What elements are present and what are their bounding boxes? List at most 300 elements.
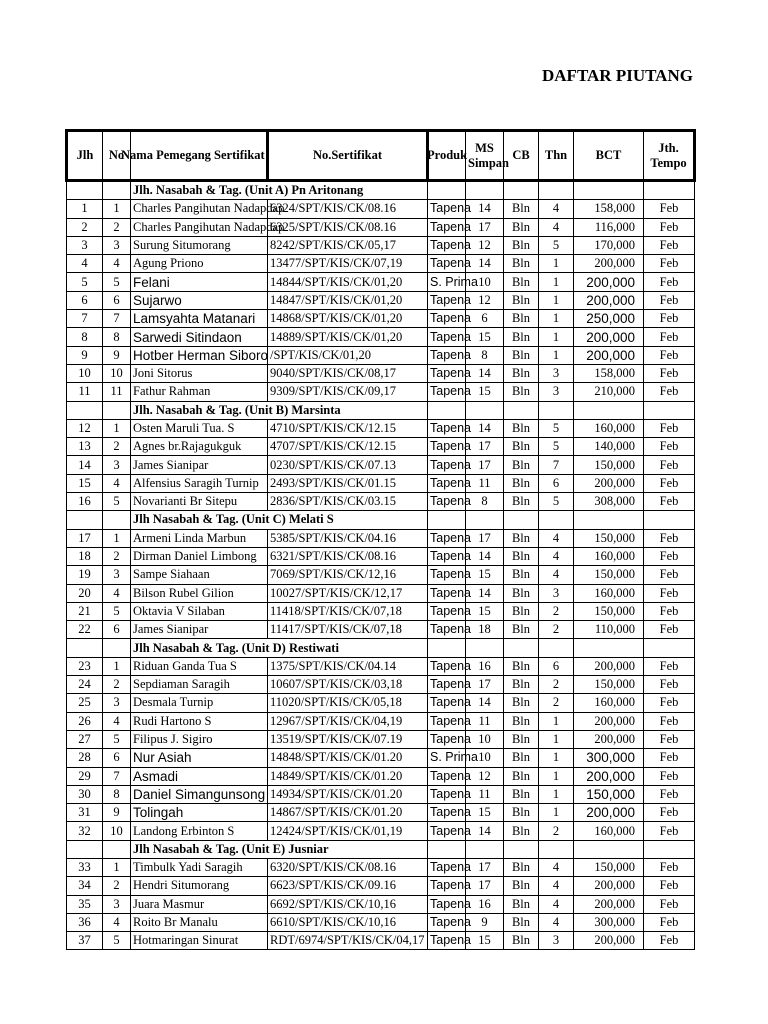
cell-jlh[interactable]: 19 [67, 566, 103, 584]
cell-jlh[interactable]: 18 [67, 547, 103, 565]
cell-nama[interactable]: Dirman Daniel Limbong [131, 547, 268, 565]
cell-produk[interactable]: Tapena [428, 383, 466, 401]
cell-cb[interactable]: Bln [504, 767, 539, 785]
cell-jth[interactable]: Feb [644, 328, 695, 346]
cell-nama[interactable]: Rudi Hartono S [131, 712, 268, 730]
cell-thn[interactable]: 2 [539, 602, 574, 620]
cell-nama[interactable]: Sarwedi Sitindaon [131, 328, 268, 346]
cell-thn[interactable]: 1 [539, 310, 574, 328]
cell-bct[interactable]: 300,000 [574, 749, 644, 767]
cell-ms[interactable]: 14 [466, 200, 504, 218]
cell-produk[interactable]: Tapena [428, 328, 466, 346]
cell-jth[interactable]: Feb [644, 547, 695, 565]
cell-cb[interactable]: Bln [504, 621, 539, 639]
cell-sertifikat[interactable]: 6692/SPT/KIS/CK/10,16 [268, 895, 428, 913]
cell-ms[interactable]: 17 [466, 877, 504, 895]
cell-bct[interactable]: 200,000 [574, 346, 644, 364]
cell-ms[interactable]: 14 [466, 694, 504, 712]
cell-nama[interactable]: Sepdiaman Saragih [131, 676, 268, 694]
cell-jth[interactable]: Feb [644, 602, 695, 620]
cell-nama[interactable]: Juara Masmur [131, 895, 268, 913]
cell-ms[interactable]: 6 [466, 310, 504, 328]
cell-nama[interactable]: Desmala Turnip [131, 694, 268, 712]
cell-sertifikat[interactable]: 6610/SPT/KIS/CK/10,16 [268, 913, 428, 931]
cell-sertifikat[interactable]: 12967/SPT/KIS/CK/04,19 [268, 712, 428, 730]
cell-nama[interactable]: Surung Situmorang [131, 236, 268, 254]
cell-produk[interactable]: Tapena [428, 621, 466, 639]
cell-nama[interactable]: Oktavia V Silaban [131, 602, 268, 620]
cell-ms[interactable]: 15 [466, 328, 504, 346]
cell-sertifikat[interactable]: 5385/SPT/KIS/CK/04.16 [268, 529, 428, 547]
cell-bct[interactable]: 160,000 [574, 419, 644, 437]
cell-cb[interactable]: Bln [504, 328, 539, 346]
cell-produk[interactable]: Tapena [428, 657, 466, 675]
cell-cb[interactable]: Bln [504, 310, 539, 328]
cell-bct[interactable]: 308,000 [574, 493, 644, 511]
cell-produk[interactable]: Tapena [428, 474, 466, 492]
cell-bct[interactable]: 116,000 [574, 218, 644, 236]
cell-bct[interactable]: 150,000 [574, 529, 644, 547]
cell-sertifikat[interactable]: 14848/SPT/KIS/CK/01.20 [268, 749, 428, 767]
cell-sertifikat[interactable]: 13519/SPT/KIS/CK/07.19 [268, 730, 428, 748]
cell-no[interactable]: 4 [103, 474, 131, 492]
cell-ms[interactable]: 12 [466, 291, 504, 309]
header-jlh[interactable]: Jlh [67, 131, 103, 181]
cell-bct[interactable]: 200,000 [574, 255, 644, 273]
cell-thn[interactable]: 4 [539, 566, 574, 584]
cell-ms[interactable]: 14 [466, 419, 504, 437]
cell-nama[interactable]: Nur Asiah [131, 749, 268, 767]
cell-sertifikat[interactable]: 10607/SPT/KIS/CK/03,18 [268, 676, 428, 694]
cell-empty[interactable] [67, 511, 103, 529]
cell-no[interactable]: 2 [103, 877, 131, 895]
cell-bct[interactable]: 140,000 [574, 438, 644, 456]
cell-cb[interactable]: Bln [504, 364, 539, 382]
cell-cb[interactable]: Bln [504, 493, 539, 511]
cell-nama[interactable]: James Sianipar [131, 456, 268, 474]
cell-empty[interactable] [428, 181, 466, 200]
cell-produk[interactable]: Tapena [428, 419, 466, 437]
cell-cb[interactable]: Bln [504, 749, 539, 767]
cell-ms[interactable]: 9 [466, 913, 504, 931]
cell-empty[interactable] [466, 840, 504, 858]
cell-produk[interactable]: Tapena [428, 547, 466, 565]
cell-produk[interactable]: Tapena [428, 493, 466, 511]
cell-thn[interactable]: 1 [539, 328, 574, 346]
cell-sertifikat[interactable]: 14934/SPT/KIS/CK/01.20 [268, 785, 428, 803]
cell-no[interactable]: 10 [103, 822, 131, 840]
cell-jlh[interactable]: 9 [67, 346, 103, 364]
cell-cb[interactable]: Bln [504, 694, 539, 712]
cell-cb[interactable]: Bln [504, 584, 539, 602]
cell-nama[interactable]: Felani [131, 273, 268, 291]
cell-nama[interactable]: Sampe Siahaan [131, 566, 268, 584]
cell-sertifikat[interactable]: 14889/SPT/KIS/CK/01,20 [268, 328, 428, 346]
cell-empty[interactable] [574, 181, 644, 200]
cell-ms[interactable]: 15 [466, 602, 504, 620]
cell-jth[interactable]: Feb [644, 291, 695, 309]
cell-nama[interactable]: Filipus J. Sigiro [131, 730, 268, 748]
cell-nama[interactable]: Hotber Herman Siboro [131, 346, 268, 364]
cell-empty[interactable] [67, 401, 103, 419]
cell-sertifikat[interactable]: 7069/SPT/KIS/CK/12,16 [268, 566, 428, 584]
cell-jlh[interactable]: 17 [67, 529, 103, 547]
cell-sertifikat[interactable]: 11418/SPT/KIS/CK/07,18 [268, 602, 428, 620]
cell-jth[interactable]: Feb [644, 895, 695, 913]
cell-sertifikat[interactable]: 10027/SPT/KIS/CK/12,17 [268, 584, 428, 602]
cell-ms[interactable]: 12 [466, 767, 504, 785]
cell-jlh[interactable]: 2 [67, 218, 103, 236]
cell-empty[interactable] [574, 401, 644, 419]
cell-no[interactable]: 7 [103, 767, 131, 785]
cell-bct[interactable]: 200,000 [574, 474, 644, 492]
cell-no[interactable]: 11 [103, 383, 131, 401]
cell-jth[interactable]: Feb [644, 566, 695, 584]
cell-nama[interactable]: Bilson Rubel Gilion [131, 584, 268, 602]
cell-cb[interactable]: Bln [504, 255, 539, 273]
cell-nama[interactable]: Novarianti Br Sitepu [131, 493, 268, 511]
cell-jth[interactable]: Feb [644, 346, 695, 364]
cell-nama[interactable]: Charles Pangihutan Nadapdap [131, 218, 268, 236]
cell-empty[interactable] [67, 639, 103, 657]
header-nama[interactable]: Nama Pemegang Sertifikat [131, 131, 268, 181]
cell-sertifikat[interactable]: 0230/SPT/KIS/CK/07.13 [268, 456, 428, 474]
cell-ms[interactable]: 17 [466, 529, 504, 547]
cell-jth[interactable]: Feb [644, 364, 695, 382]
header-thn[interactable]: Thn [539, 131, 574, 181]
cell-bct[interactable]: 158,000 [574, 364, 644, 382]
cell-sertifikat[interactable]: RDT/6974/SPT/KIS/CK/04,17 [268, 932, 428, 950]
cell-no[interactable]: 1 [103, 529, 131, 547]
cell-no[interactable]: 2 [103, 438, 131, 456]
cell-no[interactable]: 5 [103, 602, 131, 620]
cell-thn[interactable]: 5 [539, 236, 574, 254]
cell-produk[interactable]: Tapena [428, 218, 466, 236]
cell-cb[interactable]: Bln [504, 291, 539, 309]
cell-sertifikat[interactable]: 13477/SPT/KIS/CK/07,19 [268, 255, 428, 273]
cell-sertifikat[interactable]: 6623/SPT/KIS/CK/09.16 [268, 877, 428, 895]
cell-empty[interactable] [428, 511, 466, 529]
cell-nama[interactable]: Daniel Simangunsong [131, 785, 268, 803]
cell-nama[interactable]: Charles Pangihutan Nadapdap [131, 200, 268, 218]
cell-jth[interactable]: Feb [644, 383, 695, 401]
cell-ms[interactable]: 11 [466, 785, 504, 803]
cell-jlh[interactable]: 3 [67, 236, 103, 254]
cell-ms[interactable]: 14 [466, 364, 504, 382]
cell-jth[interactable]: Feb [644, 273, 695, 291]
cell-bct[interactable]: 160,000 [574, 694, 644, 712]
cell-empty[interactable] [644, 840, 695, 858]
cell-no[interactable]: 6 [103, 291, 131, 309]
cell-no[interactable]: 4 [103, 712, 131, 730]
cell-jlh[interactable]: 12 [67, 419, 103, 437]
cell-no[interactable]: 4 [103, 913, 131, 931]
cell-sertifikat[interactable]: 4710/SPT/KIS/CK/12.15 [268, 419, 428, 437]
cell-no[interactable]: 5 [103, 493, 131, 511]
cell-empty[interactable] [428, 639, 466, 657]
cell-ms[interactable]: 8 [466, 346, 504, 364]
cell-produk[interactable]: Tapena [428, 913, 466, 931]
cell-bct[interactable]: 200,000 [574, 657, 644, 675]
cell-jlh[interactable]: 11 [67, 383, 103, 401]
cell-produk[interactable]: Tapena [428, 291, 466, 309]
cell-cb[interactable]: Bln [504, 804, 539, 822]
cell-produk[interactable]: S. Prima [428, 749, 466, 767]
cell-nama[interactable]: Lamsyahta Matanari [131, 310, 268, 328]
cell-empty[interactable] [428, 840, 466, 858]
cell-jlh[interactable]: 28 [67, 749, 103, 767]
cell-bct[interactable]: 210,000 [574, 383, 644, 401]
cell-produk[interactable]: Tapena [428, 785, 466, 803]
cell-thn[interactable]: 4 [539, 529, 574, 547]
cell-ms[interactable]: 8 [466, 493, 504, 511]
cell-jth[interactable]: Feb [644, 858, 695, 876]
cell-sertifikat[interactable]: 1375/SPT/KIS/CK/04.14 [268, 657, 428, 675]
cell-jlh[interactable]: 30 [67, 785, 103, 803]
cell-no[interactable]: 1 [103, 419, 131, 437]
cell-thn[interactable]: 6 [539, 474, 574, 492]
cell-thn[interactable]: 1 [539, 712, 574, 730]
cell-ms[interactable]: 17 [466, 218, 504, 236]
cell-jth[interactable]: Feb [644, 255, 695, 273]
cell-jth[interactable]: Feb [644, 200, 695, 218]
cell-ms[interactable]: 15 [466, 566, 504, 584]
cell-bct[interactable]: 150,000 [574, 566, 644, 584]
cell-jlh[interactable]: 22 [67, 621, 103, 639]
cell-no[interactable]: 5 [103, 273, 131, 291]
cell-sertifikat[interactable]: 14867/SPT/KIS/CK/01.20 [268, 804, 428, 822]
cell-bct[interactable]: 200,000 [574, 291, 644, 309]
cell-bct[interactable]: 200,000 [574, 932, 644, 950]
cell-empty[interactable] [574, 639, 644, 657]
cell-no[interactable]: 3 [103, 694, 131, 712]
cell-ms[interactable]: 12 [466, 236, 504, 254]
cell-thn[interactable]: 3 [539, 364, 574, 382]
cell-ms[interactable]: 14 [466, 822, 504, 840]
cell-no[interactable]: 2 [103, 676, 131, 694]
cell-jth[interactable]: Feb [644, 804, 695, 822]
cell-ms[interactable]: 14 [466, 547, 504, 565]
cell-thn[interactable]: 3 [539, 383, 574, 401]
cell-jth[interactable]: Feb [644, 822, 695, 840]
cell-jth[interactable]: Feb [644, 712, 695, 730]
cell-no[interactable]: 4 [103, 255, 131, 273]
cell-cb[interactable]: Bln [504, 200, 539, 218]
cell-thn[interactable]: 5 [539, 419, 574, 437]
cell-jlh[interactable]: 20 [67, 584, 103, 602]
cell-produk[interactable]: Tapena [428, 310, 466, 328]
cell-jlh[interactable]: 27 [67, 730, 103, 748]
cell-produk[interactable]: Tapena [428, 200, 466, 218]
cell-produk[interactable]: Tapena [428, 676, 466, 694]
cell-cb[interactable]: Bln [504, 547, 539, 565]
cell-empty[interactable] [539, 639, 574, 657]
cell-cb[interactable]: Bln [504, 932, 539, 950]
cell-no[interactable]: 1 [103, 200, 131, 218]
cell-bct[interactable]: 150,000 [574, 602, 644, 620]
cell-sertifikat[interactable]: 14868/SPT/KIS/CK/01,20 [268, 310, 428, 328]
cell-jlh[interactable]: 5 [67, 273, 103, 291]
cell-jth[interactable]: Feb [644, 767, 695, 785]
cell-empty[interactable] [644, 401, 695, 419]
cell-cb[interactable]: Bln [504, 657, 539, 675]
cell-empty[interactable] [466, 401, 504, 419]
cell-empty[interactable] [504, 511, 539, 529]
cell-thn[interactable]: 4 [539, 877, 574, 895]
cell-jlh[interactable]: 6 [67, 291, 103, 309]
header-jth[interactable]: Jth. Tempo [644, 131, 695, 181]
cell-produk[interactable]: Tapena [428, 255, 466, 273]
cell-empty[interactable] [504, 840, 539, 858]
cell-empty[interactable] [644, 639, 695, 657]
cell-bct[interactable]: 200,000 [574, 877, 644, 895]
cell-sertifikat[interactable]: 14847/SPT/KIS/CK/01,20 [268, 291, 428, 309]
cell-no[interactable]: 3 [103, 456, 131, 474]
cell-thn[interactable]: 1 [539, 346, 574, 364]
cell-jth[interactable]: Feb [644, 438, 695, 456]
cell-sertifikat[interactable]: 6324/SPT/KIS/CK/08.16 [268, 200, 428, 218]
cell-sertifikat[interactable]: 4707/SPT/KIS/CK/12.15 [268, 438, 428, 456]
cell-no[interactable]: 9 [103, 804, 131, 822]
cell-thn[interactable]: 1 [539, 804, 574, 822]
cell-empty[interactable] [103, 639, 131, 657]
cell-no[interactable]: 1 [103, 858, 131, 876]
cell-ms[interactable]: 17 [466, 858, 504, 876]
cell-empty[interactable] [428, 401, 466, 419]
header-sertifikat[interactable]: No.Sertifikat [268, 131, 428, 181]
cell-ms[interactable]: 11 [466, 474, 504, 492]
cell-cb[interactable]: Bln [504, 529, 539, 547]
cell-nama[interactable]: Agnes br.Rajagukguk [131, 438, 268, 456]
cell-nama[interactable]: Armeni Linda Marbun [131, 529, 268, 547]
cell-thn[interactable]: 4 [539, 547, 574, 565]
cell-sertifikat[interactable]: 9309/SPT/KIS/CK/09,17 [268, 383, 428, 401]
cell-produk[interactable]: Tapena [428, 822, 466, 840]
cell-ms[interactable]: 15 [466, 383, 504, 401]
cell-nama[interactable]: Tolingah [131, 804, 268, 822]
cell-sertifikat[interactable]: 12424/SPT/KIS/CK/01,19 [268, 822, 428, 840]
cell-jth[interactable]: Feb [644, 456, 695, 474]
cell-sertifikat[interactable]: 6325/SPT/KIS/CK/08.16 [268, 218, 428, 236]
cell-jlh[interactable]: 35 [67, 895, 103, 913]
cell-empty[interactable] [539, 181, 574, 200]
cell-nama[interactable]: Agung Priono [131, 255, 268, 273]
cell-cb[interactable]: Bln [504, 273, 539, 291]
header-ms[interactable]: MS Simpan [466, 131, 504, 181]
cell-no[interactable]: 7 [103, 310, 131, 328]
cell-produk[interactable]: Tapena [428, 767, 466, 785]
cell-jlh[interactable]: 4 [67, 255, 103, 273]
cell-nama[interactable]: Hendri Situmorang [131, 877, 268, 895]
cell-thn[interactable]: 3 [539, 932, 574, 950]
cell-thn[interactable]: 4 [539, 895, 574, 913]
cell-produk[interactable]: Tapena [428, 877, 466, 895]
cell-jth[interactable]: Feb [644, 419, 695, 437]
cell-produk[interactable]: Tapena [428, 236, 466, 254]
cell-empty[interactable] [466, 639, 504, 657]
cell-jlh[interactable]: 37 [67, 932, 103, 950]
cell-produk[interactable]: Tapena [428, 712, 466, 730]
cell-cb[interactable]: Bln [504, 676, 539, 694]
cell-empty[interactable] [504, 181, 539, 200]
cell-bct[interactable]: 200,000 [574, 804, 644, 822]
cell-nama[interactable]: James Sianipar [131, 621, 268, 639]
cell-produk[interactable]: Tapena [428, 584, 466, 602]
cell-no[interactable]: 8 [103, 785, 131, 803]
cell-empty[interactable] [504, 639, 539, 657]
cell-bct[interactable]: 160,000 [574, 584, 644, 602]
cell-cb[interactable]: Bln [504, 858, 539, 876]
cell-thn[interactable]: 4 [539, 200, 574, 218]
cell-jlh[interactable]: 13 [67, 438, 103, 456]
cell-cb[interactable]: Bln [504, 730, 539, 748]
cell-bct[interactable]: 200,000 [574, 895, 644, 913]
cell-cb[interactable]: Bln [504, 785, 539, 803]
cell-jlh[interactable]: 23 [67, 657, 103, 675]
cell-cb[interactable]: Bln [504, 438, 539, 456]
cell-no[interactable]: 4 [103, 584, 131, 602]
cell-cb[interactable]: Bln [504, 877, 539, 895]
cell-cb[interactable]: Bln [504, 712, 539, 730]
cell-cb[interactable]: Bln [504, 822, 539, 840]
cell-nama[interactable]: Riduan Ganda Tua S [131, 657, 268, 675]
cell-jlh[interactable]: 1 [67, 200, 103, 218]
cell-jth[interactable]: Feb [644, 493, 695, 511]
cell-sertifikat[interactable]: 14844/SPT/KIS/CK/01,20 [268, 273, 428, 291]
cell-thn[interactable]: 1 [539, 767, 574, 785]
cell-bct[interactable]: 200,000 [574, 712, 644, 730]
cell-jth[interactable]: Feb [644, 913, 695, 931]
cell-bct[interactable]: 200,000 [574, 273, 644, 291]
cell-bct[interactable]: 200,000 [574, 730, 644, 748]
cell-no[interactable]: 9 [103, 346, 131, 364]
cell-thn[interactable]: 3 [539, 584, 574, 602]
cell-bct[interactable]: 200,000 [574, 767, 644, 785]
cell-empty[interactable] [103, 840, 131, 858]
cell-nama[interactable]: Hotmaringan Sinurat [131, 932, 268, 950]
cell-no[interactable]: 5 [103, 932, 131, 950]
cell-no[interactable]: 6 [103, 749, 131, 767]
cell-ms[interactable]: 16 [466, 895, 504, 913]
cell-jth[interactable]: Feb [644, 218, 695, 236]
cell-jlh[interactable]: 26 [67, 712, 103, 730]
cell-thn[interactable]: 5 [539, 438, 574, 456]
cell-jlh[interactable]: 7 [67, 310, 103, 328]
cell-ms[interactable]: 16 [466, 657, 504, 675]
cell-ms[interactable]: 17 [466, 676, 504, 694]
cell-jth[interactable]: Feb [644, 584, 695, 602]
cell-produk[interactable]: Tapena [428, 602, 466, 620]
cell-sertifikat[interactable]: 2493/SPT/KIS/CK/01.15 [268, 474, 428, 492]
cell-jlh[interactable]: 8 [67, 328, 103, 346]
cell-bct[interactable]: 150,000 [574, 676, 644, 694]
cell-jth[interactable]: Feb [644, 749, 695, 767]
cell-produk[interactable]: Tapena [428, 438, 466, 456]
header-produk[interactable]: Produk [428, 131, 466, 181]
cell-jlh[interactable]: 15 [67, 474, 103, 492]
header-bct[interactable]: BCT [574, 131, 644, 181]
cell-produk[interactable]: Tapena [428, 566, 466, 584]
cell-produk[interactable]: S. Prima [428, 273, 466, 291]
cell-empty[interactable] [539, 840, 574, 858]
cell-jth[interactable]: Feb [644, 657, 695, 675]
cell-cb[interactable]: Bln [504, 895, 539, 913]
cell-jth[interactable]: Feb [644, 785, 695, 803]
cell-produk[interactable]: Tapena [428, 456, 466, 474]
cell-jlh[interactable]: 21 [67, 602, 103, 620]
cell-jlh[interactable]: 29 [67, 767, 103, 785]
cell-ms[interactable]: 10 [466, 749, 504, 767]
